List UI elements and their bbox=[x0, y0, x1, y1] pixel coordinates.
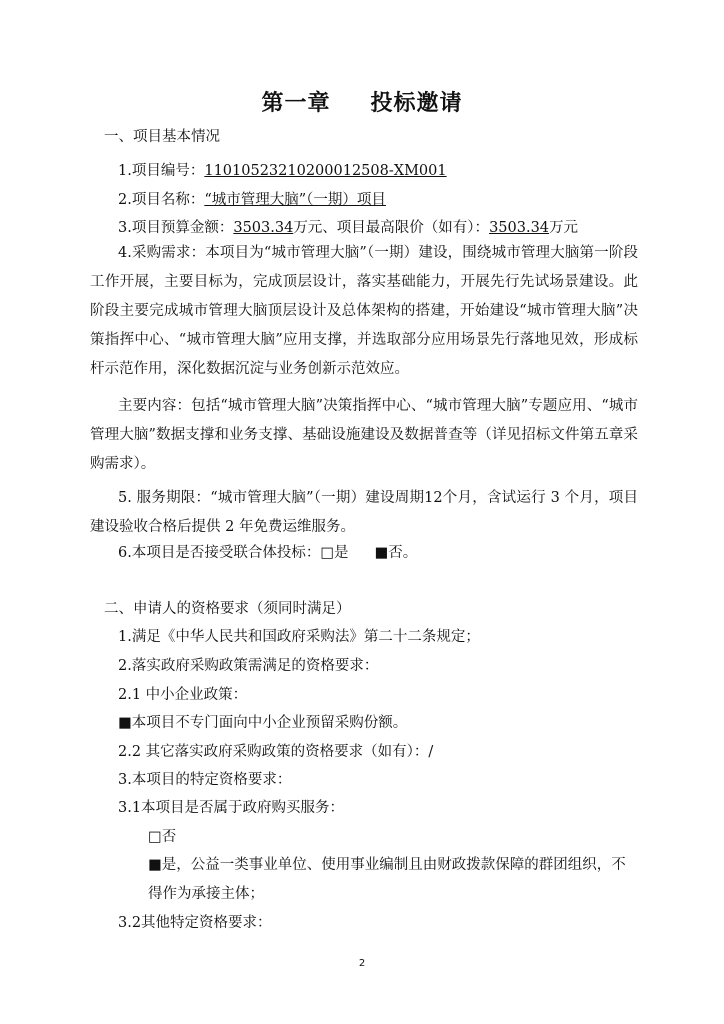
sme-policy-option: ■本项目不专门面向中小企业预留采购份额。 bbox=[118, 715, 408, 731]
chapter-number: 第一章 bbox=[261, 91, 331, 116]
consortium-yes-option: □是 bbox=[320, 545, 349, 561]
consortium-row bbox=[118, 543, 417, 563]
project-name-value: “城市管理大脑”（一期）项目 bbox=[204, 192, 386, 208]
chapter-title bbox=[0, 86, 724, 117]
budget-middle-text: 万元、项目最高限价（如有）： bbox=[293, 220, 490, 236]
project-number-row bbox=[118, 161, 447, 181]
budget-unit: 万元 bbox=[549, 220, 579, 236]
project-name-label: 2.项目名称： bbox=[118, 192, 205, 208]
government-service-yes-option-line2: 得作为承接主体； bbox=[148, 886, 264, 902]
qualification-item-2-2: 2.2 其它落实政府采购政策的资格要求（如有）：/ bbox=[118, 744, 434, 760]
government-service-no-option: □否 bbox=[148, 829, 177, 845]
qualification-item-2-1: 2.1 中小企业政策： bbox=[118, 687, 248, 703]
chapter-heading: 投标邀请 bbox=[370, 91, 463, 116]
service-period-paragraph: 5. 服务期限：“城市管理大脑”（一期）建设周期12个月，含试运行 3 个月，项目建设验收合格后提供 2 年免费运维服务。 bbox=[90, 490, 638, 535]
max-price-value: 3503.34 bbox=[489, 220, 550, 236]
government-service-yes-option-line1: ■是，公益一类事业单位、使用事业编制且由财政拨款保障的群团组织，不 bbox=[148, 857, 626, 873]
section2-heading: 二、申请人的资格要求（须同时满足） bbox=[104, 601, 351, 617]
qualification-item-1: 1.满足《中华人民共和国政府采购法》第二十二条规定； bbox=[118, 629, 480, 645]
project-budget-row bbox=[118, 218, 578, 238]
page-number: 2 bbox=[358, 958, 366, 969]
main-content-paragraph: 主要内容：包括“城市管理大脑”决策指挥中心、“城市管理大脑”专题应用、“城市管理大脑”数据支撑和业务支撑、基础设施建设及数据普查等（详见招标文件第五章采购需求）。 bbox=[90, 398, 638, 472]
project-number-label: 1.项目编号： bbox=[118, 163, 205, 179]
qualification-item-3-1: 3.1本项目是否属于政府购买服务： bbox=[118, 800, 345, 816]
project-name-row bbox=[118, 190, 386, 210]
budget-label: 3.项目预算金额： bbox=[118, 220, 234, 236]
consortium-no-option: ■否。 bbox=[374, 545, 418, 561]
qualification-item-3: 3.本项目的特定资格要求： bbox=[118, 772, 292, 788]
section1-heading: 一、项目基本情况 bbox=[104, 129, 220, 145]
qualification-item-2: 2.落实政府采购政策需满足的资格要求： bbox=[118, 658, 379, 674]
project-number-value: 11010523210200012508-XM001 bbox=[204, 163, 447, 179]
qualification-item-3-2: 3.2其他特定资格要求： bbox=[118, 915, 272, 931]
procurement-requirement-paragraph: 4.采购需求：本项目为“城市管理大脑”（一期）建设，围绕城市管理大脑第一阶段工作开展，主要目标为，完成顶层设计，落实基础能力，开展先行先试场景建设。此阶段主要完成城市管理大脑顶层设计及总体架构的搭建，开始建设“城市管理大脑”决策指挥中心、“城市管理大脑”应用支撑，并选取部分应用场景先行落地见效，形成标杆示范作用，深化数据沉淀与业务创新示范效应。 bbox=[90, 245, 638, 377]
consortium-label: 6.本项目是否接受联合体投标： bbox=[118, 545, 321, 561]
budget-value: 3503.34 bbox=[233, 220, 294, 236]
